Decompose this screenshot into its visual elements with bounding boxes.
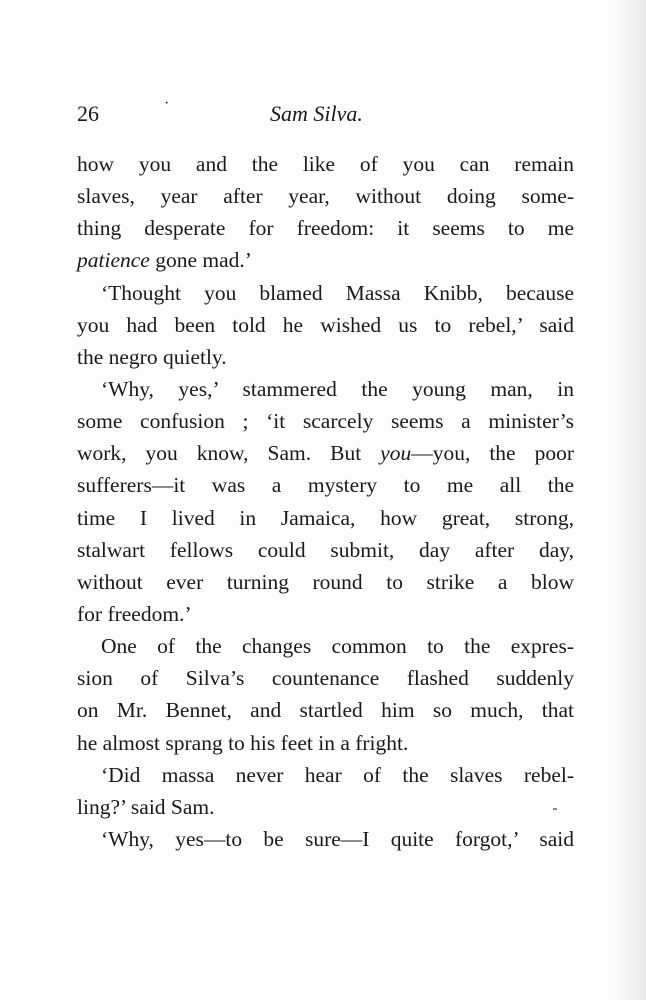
text-span: work, you know, Sam. But <box>77 441 381 466</box>
text-span: —you, the poor <box>411 441 574 466</box>
text-line: sufferers—it was a mystery to me all the <box>77 473 574 498</box>
text-line <box>77 244 574 276</box>
paragraph-first-line: One of the changes common to the expres- <box>101 634 574 659</box>
header-dot: · <box>164 95 170 112</box>
print-speck <box>553 808 557 810</box>
text-line: for freedom.’ <box>77 601 192 626</box>
text-line: thing desperate for freedom: it seems to me <box>77 216 574 241</box>
text-line: some confusion ; ‘it scarcely seems a minister’s <box>77 409 574 434</box>
text-line: on Mr. Bennet, and startled him so much, that <box>77 698 574 723</box>
running-title: Sam Silva. <box>270 101 363 126</box>
text-span: gone mad.’ <box>149 248 252 273</box>
paragraph-first-line: ‘Why, yes,’ stammered the young man, in <box>101 376 574 401</box>
italic-word: patience <box>77 248 150 273</box>
text-line <box>77 437 574 469</box>
paragraph-first-line: ‘Did massa never hear of the slaves rebel- <box>101 762 574 787</box>
text-line: ling?’ said Sam. <box>77 794 215 819</box>
text-line: without ever turning round to strike a blow <box>77 569 574 594</box>
italic-word: you <box>380 441 412 466</box>
text-line: sion of Silva’s countenance flashed suddenly <box>77 666 574 691</box>
text-line: time I lived in Jamaica, how great, strong, <box>77 505 574 530</box>
text-line: slaves, year after year, without doing some- <box>77 184 574 209</box>
text-line: how you and the like of you can remain <box>77 152 574 176</box>
page-edge-shadow <box>612 0 646 1000</box>
body-text <box>77 148 574 855</box>
running-head <box>77 95 574 131</box>
text-line: stalwart fellows could submit, day after day, <box>77 537 574 562</box>
text-line: the negro quietly. <box>77 344 227 369</box>
paragraph-first-line: ‘Why, yes—to be sure—I quite forgot,’ said <box>101 826 574 851</box>
text-line: he almost sprang to his feet in a fright. <box>77 730 409 755</box>
page-number: 26 <box>77 101 99 126</box>
text-line: you had been told he wished us to rebel,’ said <box>77 312 574 337</box>
paragraph-first-line: ‘Thought you blamed Massa Knibb, because <box>101 280 574 305</box>
